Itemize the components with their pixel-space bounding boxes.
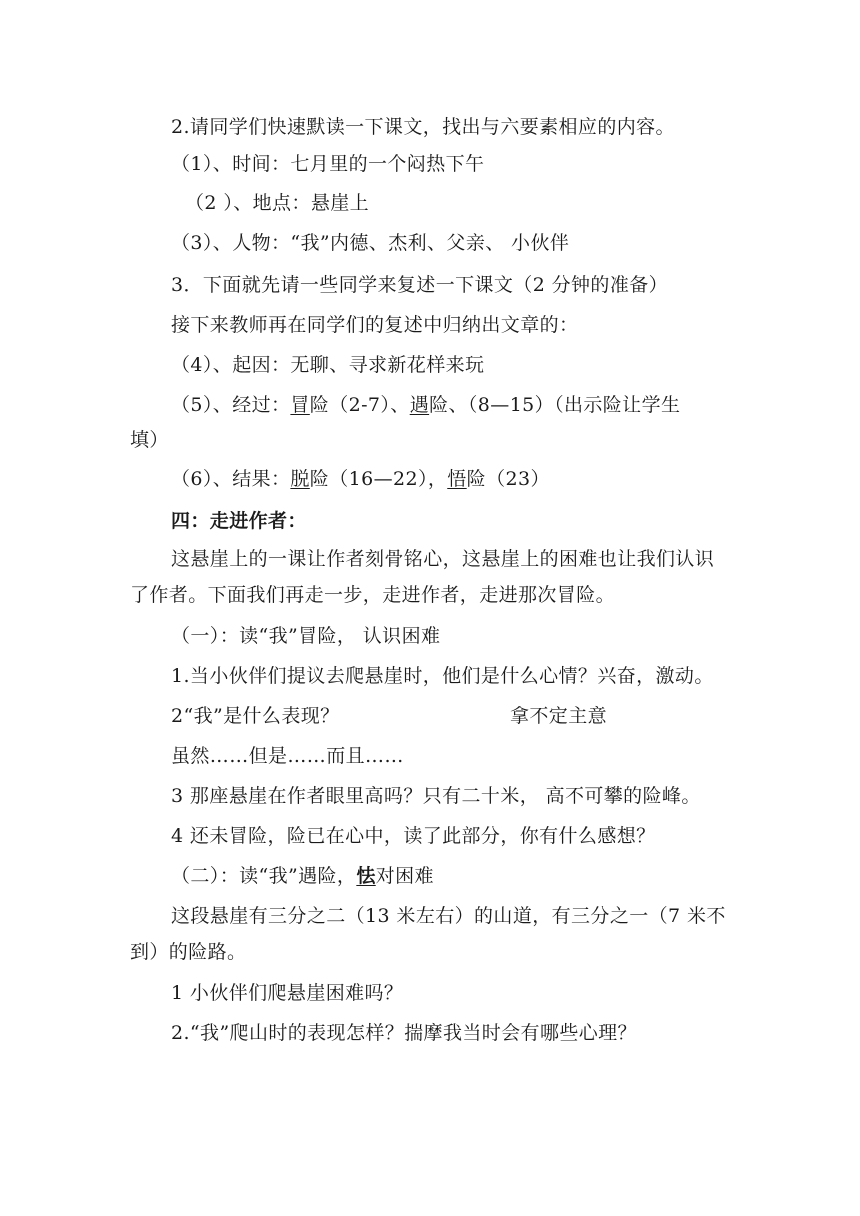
summary-intro: 接下来教师再在同学们的复述中归纳出文章的：	[171, 314, 579, 336]
process-label: （5）、经过：	[171, 394, 291, 416]
step-2-instruction: 2.请同学们快速默读一下课文，找出与六要素相应的内容。	[171, 116, 675, 138]
step-3-instruction: 3．下面就先请一些同学来复述一下课文（2 分钟的准备）	[171, 274, 669, 296]
element-place: （2 ）、地点：悬崖上	[185, 192, 370, 214]
process-underlined-yu: 遇	[409, 394, 430, 416]
section-heading-4: 四：走进作者：	[171, 510, 307, 532]
reading-question-1: 1 小伙伴们爬悬崖困难吗？	[171, 982, 404, 1004]
process-underlined-mao: 冒	[290, 394, 310, 416]
reading-question-2: 2.“我”爬山时的表现怎样？揣摩我当时会有哪些心理？	[171, 1022, 637, 1044]
result-label: （6）、结果：	[171, 468, 291, 490]
subsection-2-part-2: 对困难	[375, 865, 434, 887]
result-part-2: 险（23）	[466, 468, 550, 490]
paragraph-1: 这悬崖上的一课让作者刻骨铭心，这悬崖上的困难也让我们认识	[171, 548, 715, 570]
subsection-2	[171, 864, 434, 888]
process-part-2: 险、（8—15）（出示险让学生	[429, 394, 681, 416]
subsection-1: （一）：读“我”冒险， 认识困难	[171, 625, 441, 647]
question-1: 1.当小伙伴们提议去爬悬崖时，他们是什么心情？兴奋，激动。	[171, 665, 714, 687]
paragraph-2-continued: 到）的险路。	[130, 941, 247, 963]
element-characters: （3）、人物：“我”内德、杰利、父亲、 小伙伴	[171, 232, 570, 254]
element-process-continued: 填）	[130, 429, 169, 451]
process-part-1: 险（2-7）、	[309, 394, 410, 416]
element-cause: （4）、起因：无聊、寻求新花样来玩	[171, 354, 485, 376]
subsection-2-part-1: （二）：读“我”遇险，	[171, 865, 357, 887]
question-2-pattern: 虽然……但是……而且……	[171, 745, 404, 767]
question-2-answer: 拿不定主意	[510, 705, 608, 727]
result-part-1: 险（16—22），	[309, 468, 448, 490]
element-process	[171, 393, 680, 417]
element-time: （1）、时间：七月里的一个闷热下午	[171, 153, 485, 175]
question-2: 2“我”是什么表现？	[171, 705, 340, 727]
paragraph-1-continued: 了作者。下面我们再走一步，走进作者，走进那次冒险。	[130, 584, 616, 606]
element-result	[171, 467, 550, 491]
result-underlined-wu: 悟	[447, 468, 467, 490]
subsection-2-underlined-qie: 怯	[356, 865, 376, 887]
question-3: 3 那座悬崖在作者眼里高吗？只有二十米， 高不可攀的险峰。	[171, 785, 701, 807]
result-underlined-tuo: 脱	[290, 468, 310, 490]
question-4: 4 还未冒险，险已在心中，读了此部分，你有什么感想？	[171, 825, 656, 847]
paragraph-2: 这段悬崖有三分之二（13 米左右）的山道，有三分之一（7 米不	[171, 905, 726, 927]
